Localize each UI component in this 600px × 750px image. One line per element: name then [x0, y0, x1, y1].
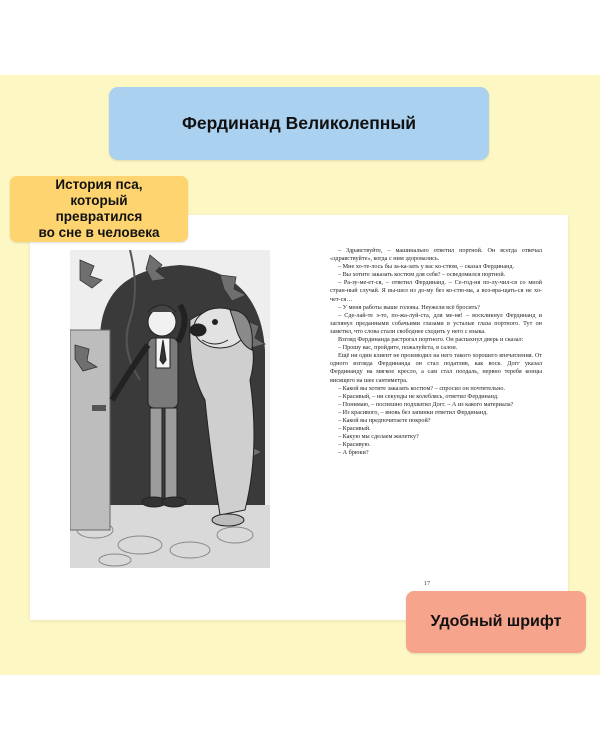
book-text-column: [330, 247, 542, 457]
paragraph: Ещё ни один клиент не производил на него такого хорошего впечатления. От одного взгляда Фердинанда он стал податлив, как воск. Догг указал Фердинанду на мягкое кресло, а сам стал поодаль, нервно теребя концы висящего на шее сантиметра.: [330, 352, 542, 384]
subtitle-line: История пса,: [55, 177, 143, 192]
subtitle-box: [10, 176, 188, 242]
paragraph: – Красивый, – ни секунды не колеблясь, ответил Фердинанд.: [338, 392, 499, 400]
illustration-man-and-dog: [70, 250, 270, 568]
paragraph: – А брюки?: [338, 449, 369, 457]
title-banner: Фердинанд Великолепный: [109, 87, 489, 160]
paragraph: Взгляд Фердинанда растрогал портного. Он распахнул дверь и сказал:: [338, 336, 524, 344]
paragraph: – Ра-зу-ме-ет-ся, – ответил Фердинанд. – Се-год-ня по-лу-чил-ся со мной стран-ный случай. Я вы-шел из до-му без ко-стю-ма, а воз-вра-щать-ся не хо-чет-ся…: [330, 279, 542, 303]
paragraph: – Вы хотите заказать костюм для себя? – осведомился портной.: [338, 271, 506, 279]
paragraph: – Какую мы сделаем жилетку?: [338, 433, 419, 441]
subtitle-line: превратился: [55, 209, 143, 224]
paragraph: – Понимаю, – поспешно подхватил Догг. – А из какого материала?: [338, 400, 514, 408]
page-number: 17: [424, 581, 430, 587]
paragraph: – Красивую.: [338, 441, 371, 449]
subtitle-line: во сне в человека: [38, 225, 160, 240]
feature-badge: Удобный шрифт: [406, 591, 586, 653]
subtitle-text: [39, 177, 160, 241]
paragraph: – Сде-лай-те э-то, по-жа-луй-ста, для ме-ня! – воскликнул Фердинанд и заглянул преданными собачьими глазами в усталые глаза портного. Тут он заметил, что слова стали свободнее сходить у него с языка.: [330, 311, 542, 335]
paragraph: – Какой вы предпочитаете покрой?: [338, 416, 431, 424]
paragraph: – У меня работы выше головы. Неужели всё бросить?: [338, 303, 480, 311]
paragraph: – Какой вы хотите заказать костюм? – спросил он почтительно.: [338, 384, 506, 392]
paragraph: – Красивый.: [338, 425, 371, 433]
subtitle-line: который: [70, 193, 128, 208]
paragraph: – Мне хо-те-лось бы за-ка-зать у вас ко-стюм, – сказал Фердинанд.: [338, 263, 515, 271]
paragraph: – Прошу вас, пройдите, пожалуйста, в салон.: [338, 344, 458, 352]
paragraph: – Из красивого, – вновь без запинки ответил Фердинанд.: [338, 408, 488, 416]
book-page-spread: [30, 215, 568, 620]
paragraph: – Здравствуйте, – машинально ответил портной. Он всегда отвечал «здравствуйте», когда с ним здоровались.: [330, 247, 542, 263]
